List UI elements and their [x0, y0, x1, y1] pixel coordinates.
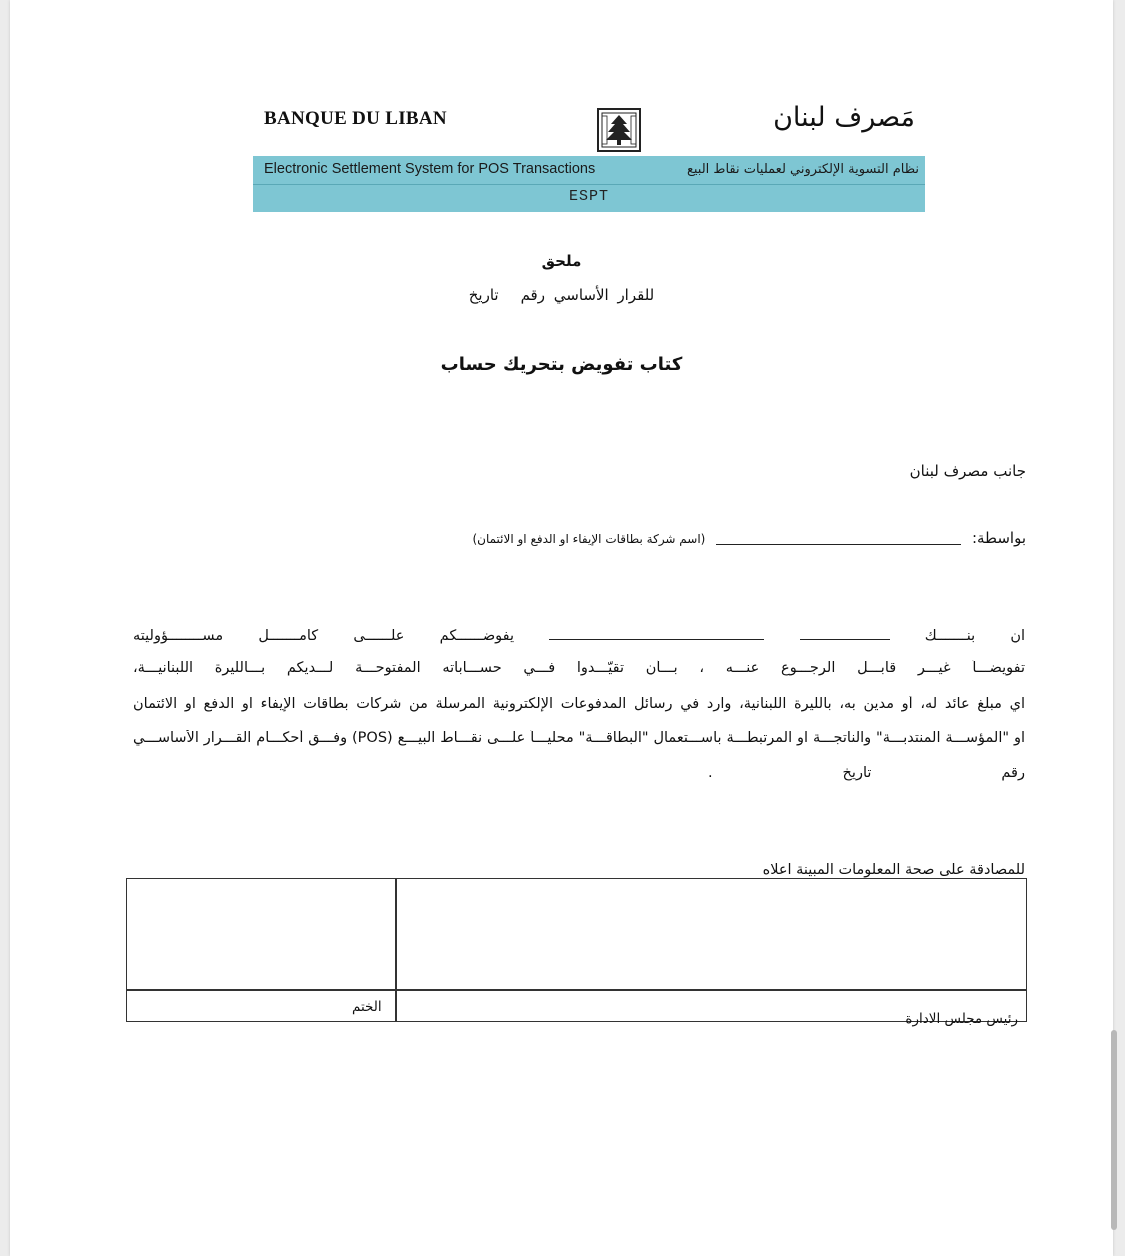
chairman-label: رئيس مجلس الادارة	[905, 1011, 1018, 1027]
body-line-3: اي مبلغ عائد له، أو مدين به، بالليرة اللبنانية، وارد في رسائل المدفوعات الإلكترونية المرسلة من شركات بطاقات الإيفاء او الدفع او الائتمان	[133, 696, 1025, 712]
decision-number-ref: رقم	[1001, 765, 1025, 781]
bank-name-arabic: مَصرف لبنان	[773, 102, 915, 133]
bank-name-french: BANQUE DU LIBAN	[264, 108, 447, 129]
bank-blank-field	[800, 629, 890, 640]
system-code: ESPT	[568, 188, 609, 205]
document-page	[10, 0, 1113, 1256]
signature-table	[126, 878, 1027, 1027]
table-divider-horizontal	[127, 989, 1026, 991]
body-line-1	[133, 628, 1025, 644]
via-note: (اسم شركة بطاقات الإيفاء او الدفع او الائتمان)	[472, 532, 706, 546]
body-line-2: تفويضـــاً غيـــر قابـــل الرجـــوع عنـــه ، بـــأن تقيّـــدوا فـــي حســـاباته المفتوحـــة لـــديكم بـــالليرة اللبنانيـــة،	[133, 660, 1025, 676]
decision-reference	[10, 286, 1113, 304]
letter-title: كتاب تفويض بتحريك حساب	[440, 354, 683, 375]
banner-divider	[253, 184, 925, 185]
cedar-logo-icon	[597, 108, 641, 152]
system-banner	[253, 156, 925, 212]
authorization-text: يفوضــــــكم علــــــى كامـــــــل مســــــــؤوليته	[133, 628, 514, 644]
stamp-label: الختم	[352, 999, 382, 1015]
table-divider-vertical	[395, 879, 397, 1021]
bank-name-prefix: ان بنـــــــك	[924, 628, 1025, 644]
body-line-5	[133, 765, 1025, 781]
via-label: بواسطة:	[971, 529, 1026, 547]
bank-name-blank-field	[549, 629, 764, 640]
decision-date-label: تاريخ	[468, 286, 499, 304]
via-blank-field	[716, 532, 961, 545]
via-line	[472, 529, 1026, 547]
body-line-4: او "المؤســـة المنتدبـــة" والناتجـــة او المرتبطـــة باســـتعمال "البطاقـــة" محليـــاً علـــى نقـــاط البيـــع (POS) وفـــق أحكـــام القـــرار الأساســـي	[133, 730, 1025, 746]
line-end-period: .	[707, 765, 713, 781]
decision-date-ref: تاريخ	[842, 765, 872, 781]
addressee: جانب مصرف لبنان	[909, 462, 1026, 480]
decision-number-label: للقرار الأساسي رقم	[520, 286, 655, 304]
system-name-arabic: نظام التسوية الإلكتروني لعمليات نقاط البيع	[686, 162, 919, 177]
scrollbar-thumb[interactable]	[1111, 1030, 1117, 1230]
annex-label: ملحق	[541, 252, 582, 270]
certification-label: للمصادقة على صحة المعلومات المبينة اعلاه	[762, 862, 1025, 878]
system-name-english: Electronic Settlement System for POS Transactions	[264, 161, 596, 177]
